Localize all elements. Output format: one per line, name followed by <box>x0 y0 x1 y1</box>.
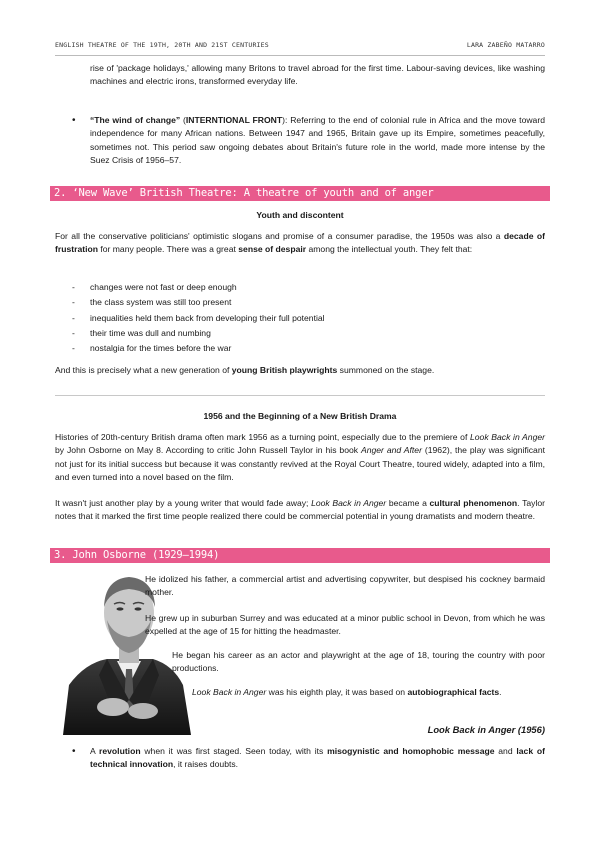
list-item: - the class system was still too present <box>72 297 232 308</box>
drama-1956-paragraph-1: Histories of 20th-century British drama often mark 1956 as a turning point, especially due to the premiere of Look Back in Anger by John Osborne on May 8. According to critic John Russell Taylor in his book Anger and After (1962), the play was significant not just for its initial success but because it was constantly revived at the Royal Court Theatre, toured widely, adapted into a film, and even turned into a novel based on the film. <box>55 432 546 482</box>
header-course-title: ENGLISH THEATRE OF THE 19TH, 20TH AND 21ST CENTURIES <box>55 41 269 49</box>
international-front-label: INTERNTIONAL FRONT <box>185 115 283 125</box>
playwrights-paragraph: And this is precisely what a new generation of young British playwrights summoned on the stage. <box>55 365 435 375</box>
list-item: - changes were not fast or deep enough <box>72 282 237 292</box>
wind-of-change-label: “The wind of change” <box>90 115 181 125</box>
discontent-list <box>72 281 545 357</box>
header-rule <box>55 55 545 56</box>
bio-eighth-play: Look Back in Anger was his eighth play, it was based on autobiographical facts. <box>192 687 502 697</box>
bio-career: He began his career as an actor and playwright at the age of 18, touring the country with poor productions. <box>172 650 545 674</box>
section-2-heading: 2. ‘New Wave’ British Theatre: A theatre of youth and of anger <box>50 186 550 201</box>
header-author: LARA ZABEÑO MATARRO <box>466 41 545 49</box>
youth-discontent-subtitle: Youth and discontent <box>256 210 344 220</box>
drama-1956-subtitle: 1956 and the Beginning of a New British Drama <box>203 411 397 421</box>
section-3-heading: 3. John Osborne (1929–1994) <box>50 548 550 563</box>
wind-of-change-paragraph: “The wind of change” (INTERNTIONAL FRONT): Referring to the end of colonial rule in Africa and the move toward independence for many African nations. Between 1947 and 1965, Britain gave up its Empire, sometimes peacefully, sometimes not. This period saw ongoing debates about Britain's future role in the world, made more intense by the Suez Crisis of 1956–57. <box>90 115 545 165</box>
bio-education: He grew up in suburban Surrey and was educated at a minor public school in Devon, from which he was expelled at the age of 15 for hitting the headmaster. <box>145 613 545 637</box>
bio-father: He idolized his father, a commercial artist and advertising copywriter, but despised his cockney barmaid mother. <box>145 574 545 598</box>
section-divider <box>55 395 545 396</box>
list-item: - nostalgia for the times before the war <box>72 343 232 354</box>
list-item: - inequalities held them back from developing their full potential <box>72 312 325 323</box>
bullet-icon: • <box>72 115 76 126</box>
list-item: - their time was dull and numbing <box>72 327 211 338</box>
wind-of-change-text: : Referring to the end of colonial rule in Africa and the move toward independence for many African nations. Between 1947 and 1965, Britain gave up its Empire, sometimes peacefully, sometimes not. This period saw ongoing debates about Britain's future role in the world, made more intense by the Suez Crisis of 1956–57. <box>90 115 545 165</box>
drama-1956-paragraph-2: It wasn't just another play by a young writer that would fade away; Look Back in Anger became a cultural phenomenon. Taylor notes that it marked the first time people realized there could be commercial potential in young dramatists and modern theatre. <box>55 498 545 522</box>
bullet-icon: • <box>72 746 76 757</box>
look-back-in-anger-title: Look Back in Anger (1956) <box>427 724 545 735</box>
frustration-paragraph: For all the conservative politicians' optimistic slogans and promise of a consumer paradise, the 1950s was also a decade of frustration for many people. There was a great sense of despair among the intellectual youth. They felt that: <box>55 231 545 255</box>
revolution-paragraph: A revolution when it was first staged. Seen today, with its misogynistic and homophobic message and lack of technical innovation, it raises doubts. <box>90 746 545 770</box>
intro-paragraph: rise of 'package holidays,' allowing many Britons to travel abroad for the first time. Labour-saving devices, like washing machines and electric irons, transformed everyday life. <box>90 63 545 87</box>
